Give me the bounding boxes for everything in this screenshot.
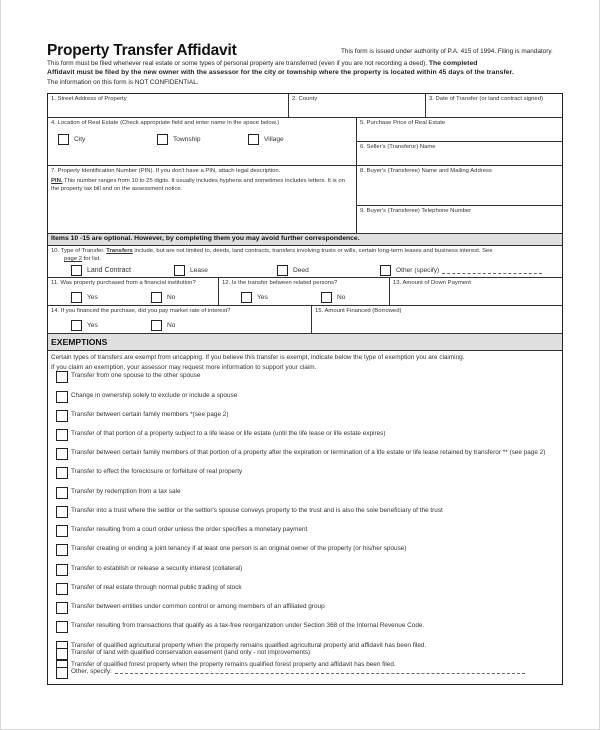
field-down-payment[interactable] bbox=[390, 278, 562, 306]
exemption-checkbox[interactable] bbox=[56, 602, 68, 614]
checkbox-fin-inst-yes[interactable] bbox=[71, 292, 82, 303]
land-contract-label: Land Contract bbox=[87, 267, 131, 274]
intro-line1-bold: The completed bbox=[428, 60, 478, 67]
purchase-price-label: 5. Purchase Price of Real Estate bbox=[360, 120, 446, 126]
related-no[interactable] bbox=[321, 292, 345, 303]
checkbox-related-yes[interactable] bbox=[241, 292, 252, 303]
field-buyer-name-address[interactable] bbox=[357, 166, 562, 206]
checkbox-deed[interactable] bbox=[277, 265, 288, 276]
exemption-checkbox[interactable] bbox=[56, 429, 68, 441]
field-county[interactable] bbox=[289, 94, 426, 118]
exemption-checkbox[interactable] bbox=[56, 391, 68, 403]
exemption-label: Transfer resulting from a court order unless the order specifies a monetary payment bbox=[71, 526, 308, 533]
exemption-label: Transfer to establish or release a security interest (collateral) bbox=[71, 565, 243, 572]
exemption-label: Transfer of land with qualified conservation easement (land only - not improvements) bbox=[71, 649, 311, 656]
buyer-phone-label: 9. Buyer's (Transferee) Telephone Number bbox=[360, 208, 472, 214]
exemption-label: Transfer between certain family members of that portion of a property after the expiration or termination of a life estate or life lease retained by transferor ** (see page 2) bbox=[71, 449, 546, 456]
pin-description: This number ranges from 10 to 25 digits. It usually includes hyphens and sometimes includes letters. It is on the property tax bill and on the assessment notice. bbox=[51, 178, 345, 193]
exemption-checkbox[interactable] bbox=[56, 648, 68, 660]
exemption-item[interactable] bbox=[56, 621, 424, 633]
exemption-other-label: Other, specify: bbox=[71, 668, 112, 675]
field-date-of-transfer[interactable] bbox=[426, 94, 562, 118]
seller-name-label: 6. Seller's (Transferor) Name bbox=[360, 144, 436, 150]
exemption-item[interactable] bbox=[56, 648, 310, 660]
intro-text bbox=[47, 59, 562, 87]
exemption-checkbox[interactable] bbox=[56, 506, 68, 518]
exemption-checkbox[interactable] bbox=[56, 621, 68, 633]
related-persons-label: 12. Is the transfer between related persons? bbox=[222, 280, 338, 286]
location-option-city[interactable] bbox=[58, 134, 85, 145]
exemption-label: Transfer into a trust where the settlor or the settlor's spouse conveys property to the trust and is also the sole beneficiary of the trust bbox=[71, 507, 443, 514]
authority-note: This form is issued under authority of P.A. 415 of 1994. Filing is mandatory. bbox=[341, 48, 553, 55]
lease-label: Lease bbox=[190, 267, 208, 274]
intro-line1: This form must be filed whenever real estate or some types of personal property are transferred (even if you are not recording a deed). bbox=[47, 60, 429, 67]
field-pin[interactable] bbox=[48, 166, 357, 234]
exemption-checkbox[interactable] bbox=[56, 564, 68, 576]
exemption-label: Transfer creating or ending a joint tenancy if at least one person is an original owner of the property (or his/her spouse) bbox=[71, 545, 407, 552]
transfer-option-lease[interactable] bbox=[174, 265, 208, 276]
date-of-transfer-label: 3. Date of Transfer (or land contract signed) bbox=[429, 96, 543, 102]
down-payment-label: 13. Amount of Down Payment bbox=[393, 280, 471, 286]
exemption-label: Transfer by redemption from a tax sale bbox=[71, 488, 181, 495]
fin-inst-no-label: No bbox=[167, 294, 176, 301]
township-label: Township bbox=[173, 136, 201, 143]
market-rate-yes-label: Yes bbox=[87, 322, 98, 329]
intro-line3: The information on this form is NOT CONFIDENTIAL. bbox=[47, 78, 199, 86]
fin-inst-no[interactable] bbox=[151, 292, 175, 303]
optional-section-title: Items 10 -15 are optional. However, by completing them you may avoid further correspondence. bbox=[51, 235, 360, 242]
exemption-other-input[interactable] bbox=[115, 668, 525, 674]
transfer-option-other[interactable] bbox=[380, 265, 542, 276]
location-option-village[interactable] bbox=[248, 134, 284, 145]
exemption-checkbox[interactable] bbox=[56, 448, 68, 460]
exemptions-title: EXEMPTIONS bbox=[51, 337, 108, 347]
market-rate-no[interactable] bbox=[151, 320, 175, 331]
location-label: 4. Location of Real Estate (Check appropriate field and enter name in the space below.) bbox=[51, 120, 280, 126]
exemption-label: Change in ownership solely to exclude or include a spouse bbox=[71, 392, 238, 399]
related-yes[interactable] bbox=[241, 292, 268, 303]
field-street-address[interactable] bbox=[48, 94, 289, 118]
exemptions-intro bbox=[51, 353, 464, 372]
exemption-checkbox[interactable] bbox=[56, 410, 68, 422]
exemption-item[interactable] bbox=[56, 564, 242, 576]
exemption-item[interactable] bbox=[56, 467, 242, 479]
exemption-checkbox[interactable] bbox=[56, 487, 68, 499]
amount-financed-label: 15. Amount Financed (Borrowed) bbox=[315, 308, 402, 314]
exemption-checkbox[interactable] bbox=[56, 467, 68, 479]
checkbox-related-no[interactable] bbox=[321, 292, 332, 303]
exemption-checkbox[interactable] bbox=[56, 371, 68, 383]
exemption-item[interactable] bbox=[56, 371, 200, 383]
field-market-rate bbox=[48, 306, 312, 334]
checkbox-city[interactable] bbox=[58, 134, 69, 145]
market-rate-label: 14. If you financed the purchase, did you pay market rate of interest? bbox=[51, 308, 231, 314]
exemption-item[interactable] bbox=[56, 429, 386, 441]
market-rate-no-label: No bbox=[167, 322, 176, 329]
village-label: Village bbox=[264, 136, 284, 143]
exemption-label: Transfer to effect the foreclosure or forfeiture of real property bbox=[71, 468, 243, 475]
exemption-label: Transfer between certain family members *(see page 2) bbox=[71, 411, 229, 418]
affidavit-form bbox=[47, 93, 563, 685]
financial-institution-label: 11. Was property purchased from a financial institution? bbox=[51, 280, 196, 286]
exemption-label: Transfer between entities under common control or among members of an affiliated group bbox=[71, 603, 325, 610]
county-label: 2. County bbox=[292, 96, 318, 102]
exemption-item[interactable] bbox=[56, 487, 181, 499]
street-address-label: 1. Street Address of Property bbox=[51, 96, 127, 102]
related-no-label: No bbox=[337, 294, 346, 301]
transfer-option-land-contract[interactable] bbox=[71, 265, 131, 276]
exemption-label: Transfer of qualified agricultural property when the property remains qualified agricultural property and affidavit has been filed. bbox=[71, 642, 427, 649]
field-seller-name[interactable] bbox=[357, 142, 562, 166]
exemption-checkbox-other[interactable] bbox=[56, 667, 68, 679]
other-transfer-label: Other (specify) bbox=[396, 267, 440, 274]
exemption-item[interactable] bbox=[56, 410, 228, 422]
optional-section-bar bbox=[48, 234, 562, 246]
location-option-township[interactable] bbox=[157, 134, 201, 145]
exemption-checkbox[interactable] bbox=[56, 583, 68, 595]
exemptions-intro-line1: Certain types of transfers are exempt from uncapping. If you believe this transfer is exempt, indicate below the type of exemption you are claiming. bbox=[51, 354, 465, 361]
market-rate-yes[interactable] bbox=[71, 320, 98, 331]
exemption-item-other[interactable] bbox=[56, 667, 525, 679]
form-title: Property Transfer Affidavit bbox=[47, 42, 237, 59]
transfers-link[interactable]: Transfers bbox=[106, 248, 133, 254]
type-prefix: 10. Type of Transfer. bbox=[51, 248, 107, 254]
exemptions-section-bar bbox=[48, 334, 562, 351]
exemption-checkbox[interactable] bbox=[56, 525, 68, 537]
field-type-of-transfer bbox=[48, 246, 562, 278]
checkbox-market-rate-no[interactable] bbox=[151, 320, 162, 331]
field-related-persons bbox=[219, 278, 390, 306]
exemptions-intro-line2: If you claim an exemption, your assessor may request more information to support your claim. bbox=[51, 363, 317, 371]
other-transfer-input[interactable] bbox=[442, 268, 542, 274]
deed-label: Deed bbox=[293, 267, 309, 274]
checkbox-village[interactable] bbox=[248, 134, 259, 145]
exemption-item[interactable] bbox=[56, 583, 242, 595]
checkbox-market-rate-yes[interactable] bbox=[71, 320, 82, 331]
checkbox-lease[interactable] bbox=[174, 265, 185, 276]
exemption-label: Transfer from one spouse to the other spouse bbox=[71, 372, 201, 379]
exemption-item[interactable] bbox=[56, 506, 443, 518]
type-of-transfer-label bbox=[51, 248, 561, 264]
buyer-name-label: 8. Buyer's (Transferee) Name and Mailing Address bbox=[360, 168, 492, 174]
page2-link[interactable]: page 2 bbox=[64, 255, 83, 262]
exemption-item[interactable] bbox=[56, 448, 556, 460]
fin-inst-yes[interactable] bbox=[71, 292, 98, 303]
pin-help-text bbox=[51, 177, 351, 194]
type-text: include, but are not limited to, deeds, land contracts, transfers involving trusts or wills, certain long-term leases and business interest. See bbox=[132, 248, 493, 254]
exemption-label: Transfer of real estate through normal public trading of stock bbox=[71, 584, 242, 591]
exemption-label: Transfer of qualified forest property when the property remains qualified forest property and affidavit has been filed. bbox=[71, 661, 396, 668]
checkbox-other-transfer[interactable] bbox=[380, 265, 391, 276]
field-amount-financed[interactable] bbox=[312, 306, 562, 334]
checkbox-fin-inst-no[interactable] bbox=[151, 292, 162, 303]
field-purchase-price[interactable] bbox=[357, 118, 562, 142]
exemption-item[interactable] bbox=[56, 391, 237, 403]
transfer-option-deed[interactable] bbox=[277, 265, 309, 276]
checkbox-land-contract[interactable] bbox=[71, 265, 82, 276]
pin-keyword: PIN. bbox=[51, 178, 63, 184]
related-yes-label: Yes bbox=[257, 294, 268, 301]
fin-inst-yes-label: Yes bbox=[87, 294, 98, 301]
field-location-real-estate[interactable] bbox=[48, 118, 357, 166]
pin-label: 7. Property Identification Number (PIN). If you don't have a PIN, attach legal description. bbox=[51, 168, 281, 174]
exemption-label: Transfer resulting from transactions that qualify as a tax-free reorganization under Section 368 of the Internal Revenue Code. bbox=[71, 622, 425, 629]
exemption-item[interactable] bbox=[56, 544, 406, 556]
exemption-label: Transfer of that portion of a property subject to a life lease or life estate (until the life lease or life estate expires) bbox=[71, 430, 386, 437]
exemption-checkbox[interactable] bbox=[56, 544, 68, 556]
field-financial-institution bbox=[48, 278, 219, 306]
page2-text: for list. bbox=[82, 255, 102, 262]
exemption-item[interactable] bbox=[56, 602, 325, 614]
checkbox-township[interactable] bbox=[157, 134, 168, 145]
city-label: City bbox=[74, 136, 86, 143]
field-buyer-phone[interactable] bbox=[357, 206, 562, 234]
exemption-item[interactable] bbox=[56, 525, 307, 537]
intro-line2-bold: Affidavit must be filed by the new owner with the assessor for the city or township where the property is located within 45 days of the transfer. bbox=[47, 69, 514, 77]
